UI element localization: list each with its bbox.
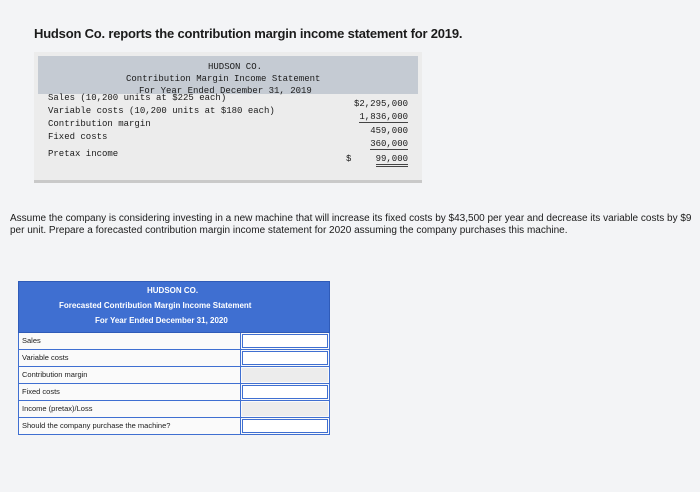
- forecast-row-label: Variable costs: [19, 350, 241, 366]
- instructions: Assume the company is considering investing in a new machine that will increase its fixed costs by $43,500 per year and decrease its variable costs by $9 per unit. Prepare a forecasted contribution margin income statement for 2020 assuming the company purchases this machine.: [10, 213, 692, 236]
- forecast-header: [18, 281, 330, 333]
- row-value: $2,295,000: [353, 99, 408, 109]
- income-cell: [242, 402, 328, 416]
- forecast-row-label: Fixed costs: [19, 384, 241, 400]
- forecast-row-sales: [18, 333, 330, 350]
- fixed-costs-input[interactable]: [242, 385, 328, 399]
- statement-2019-name: Contribution Margin Income Statement: [126, 74, 321, 84]
- forecast-company: HUDSON CO.: [147, 286, 199, 295]
- row-value: 99,000: [376, 154, 408, 167]
- forecast-table: [18, 281, 330, 435]
- forecast-row-label: Income (pretax)/Loss: [19, 401, 241, 417]
- dollar-sign: $: [346, 154, 352, 164]
- statement-2019-company: HUDSON CO.: [208, 62, 263, 72]
- purchase-decision-input[interactable]: [242, 419, 328, 433]
- forecast-row-income: [18, 401, 330, 418]
- forecast-row-label: Sales: [19, 333, 241, 349]
- variable-costs-input[interactable]: [242, 351, 328, 365]
- question-title: Hudson Co. reports the contribution margin income statement for 2019.: [34, 26, 463, 41]
- forecast-name: Forecasted Contribution Margin Income Statement: [59, 301, 252, 310]
- row-value: 1,836,000: [359, 112, 408, 122]
- row-label: Contribution margin: [48, 119, 151, 129]
- sales-input[interactable]: [242, 334, 328, 348]
- forecast-row-fixed-costs: [18, 384, 330, 401]
- row-value: 459,000: [370, 126, 408, 136]
- statement-2019-period: For Year Ended December 31, 2019: [139, 86, 312, 96]
- forecast-row-label: Should the company purchase the machine?: [19, 418, 241, 434]
- row-label: Fixed costs: [48, 132, 108, 142]
- statement-2019: [34, 52, 422, 183]
- forecast-row-variable-costs: [18, 350, 330, 367]
- forecast-period: For Year Ended December 31, 2020: [95, 316, 228, 325]
- row-value: 360,000: [370, 139, 408, 149]
- contribution-margin-cell: [242, 368, 328, 382]
- row-label: Sales (10,200 units at $225 each): [48, 93, 227, 103]
- forecast-row-contribution-margin: [18, 367, 330, 384]
- forecast-row-purchase-decision: [18, 418, 330, 435]
- statement-2019-header: [38, 56, 418, 94]
- row-label: Variable costs (10,200 units at $180 each): [48, 106, 275, 116]
- forecast-row-label: Contribution margin: [19, 367, 241, 383]
- row-label: Pretax income: [48, 149, 119, 159]
